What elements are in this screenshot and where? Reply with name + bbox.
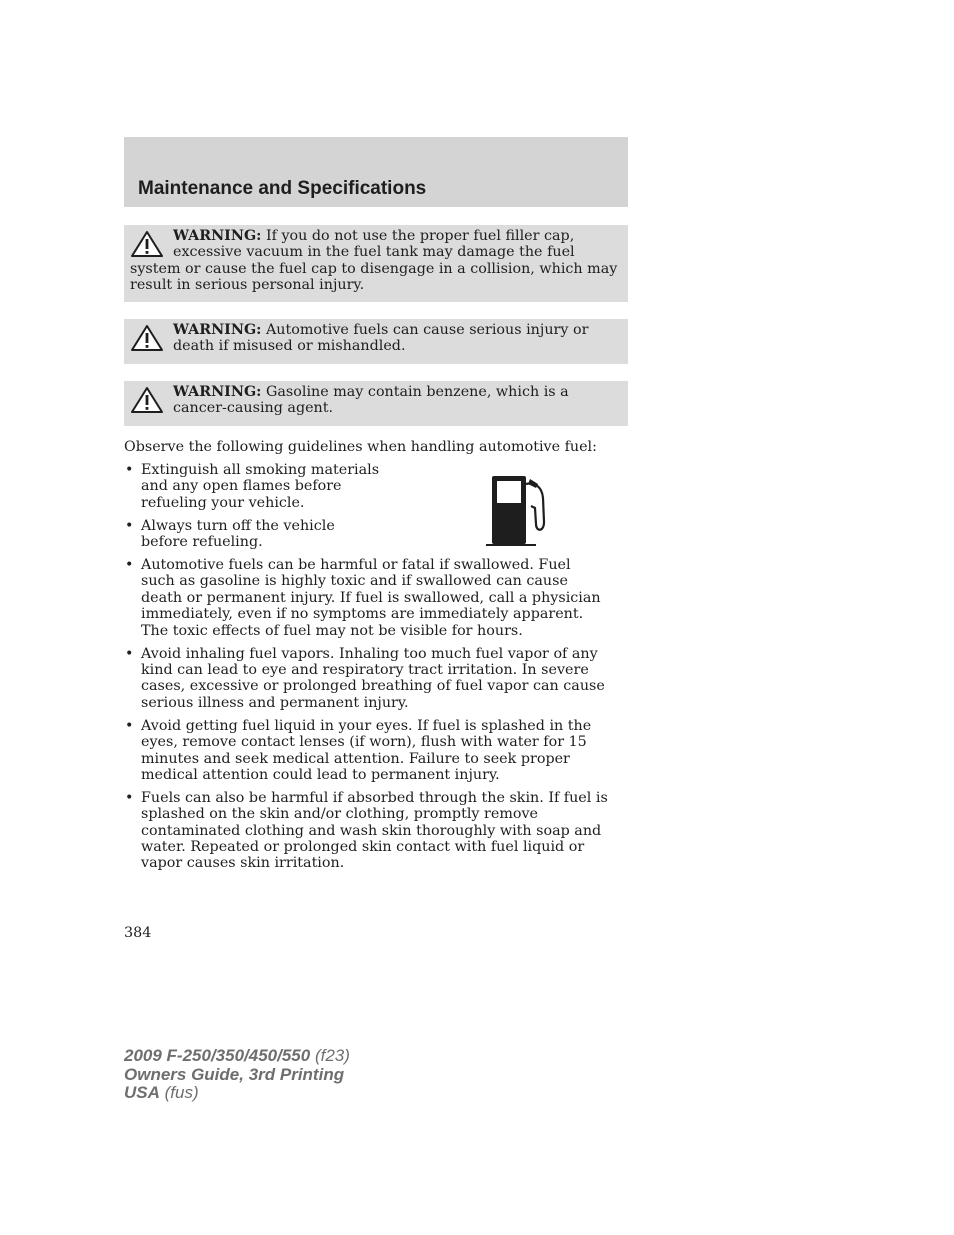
warning-label: WARNING: [173, 384, 262, 400]
list-item-text: Always turn off the vehicle before refueling. [141, 517, 335, 551]
list-item [124, 557, 628, 639]
bullet-icon: • [125, 789, 134, 806]
warning-text: Automotive fuels can cause serious injury or death if misused or mishandled. [173, 322, 589, 355]
warning-triangle-icon [130, 386, 164, 414]
bullet-icon: • [125, 462, 134, 478]
bullet-icon: • [125, 645, 134, 662]
list-item-text: Avoid inhaling fuel vapors. Inhaling too much fuel vapor of any kind can lead to eye and respiratory tract irritation. In severe cases, excessive or prolonged breathing of fuel vapor can cause serious illness and permanent injury. [141, 645, 605, 711]
list-item-text: Fuels can also be harmful if absorbed through the skin. If fuel is splashed on the skin and/or clothing, promptly remove contaminated clothing and wash skin thoroughly with soap and water. Repeated or prolonged skin contact with fuel liquid or vapor causes skin irritation. [141, 789, 608, 872]
warning-box-fuel-cap [124, 225, 628, 302]
page-number: 384 [124, 925, 152, 941]
warning-box-benzene [124, 381, 628, 426]
list-item-text: Extinguish all smoking materials and any open flames before refueling your vehicle. [141, 462, 380, 511]
list-item-text: Automotive fuels can be harmful or fatal if swallowed. Fuel such as gasoline is highly toxic and if swallowed can cause death or permanent injury. If fuel is swallowed, call a physician immediately, even if no symptoms are immediately apparent. The toxic effects of fuel may not be visible for hours. [141, 557, 601, 639]
warning-text: Gasoline may contain benzene, which is a cancer-causing agent. [173, 384, 569, 417]
warning-box-fuel-injury [124, 319, 628, 364]
section-header-band [124, 137, 628, 207]
footer-line-region: USA (fus) [124, 1083, 199, 1102]
warning-text: If you do not use the proper fuel filler cap, excessive vacuum in the fuel tank may damage the fuel system or cause the fuel cap to disengage in a collision, which may result in serious personal injury. [130, 228, 618, 294]
bullet-icon: • [125, 557, 134, 574]
intro-paragraph: Observe the following guidelines when handling automotive fuel: [124, 439, 597, 455]
footer-line-edition: Owners Guide, 3rd Printing [124, 1064, 345, 1084]
bullet-icon: • [125, 517, 134, 534]
list-item [124, 646, 628, 712]
warning-triangle-icon [130, 230, 164, 258]
warning-label: WARNING: [173, 322, 262, 338]
list-item [124, 462, 381, 511]
document-footer [124, 1047, 350, 1103]
warning-triangle-icon [130, 324, 164, 352]
list-item [124, 790, 628, 872]
fuel-guidelines-list [124, 462, 628, 878]
fuel-pump-icon [486, 474, 550, 548]
list-item [124, 718, 628, 784]
footer-line-model: 2009 F-250/350/450/550 (f23) [124, 1046, 350, 1065]
list-item-text: Avoid getting fuel liquid in your eyes. If fuel is splashed in the eyes, remove contact lenses (if worn), flush with water for 15 minutes and seek medical attention. Failure to seek proper medical attention could lead to permanent injury. [141, 717, 592, 783]
section-title: Maintenance and Specifications [138, 178, 427, 199]
warning-label: WARNING: [173, 228, 262, 244]
list-item [124, 518, 381, 551]
bullet-icon: • [125, 717, 134, 734]
